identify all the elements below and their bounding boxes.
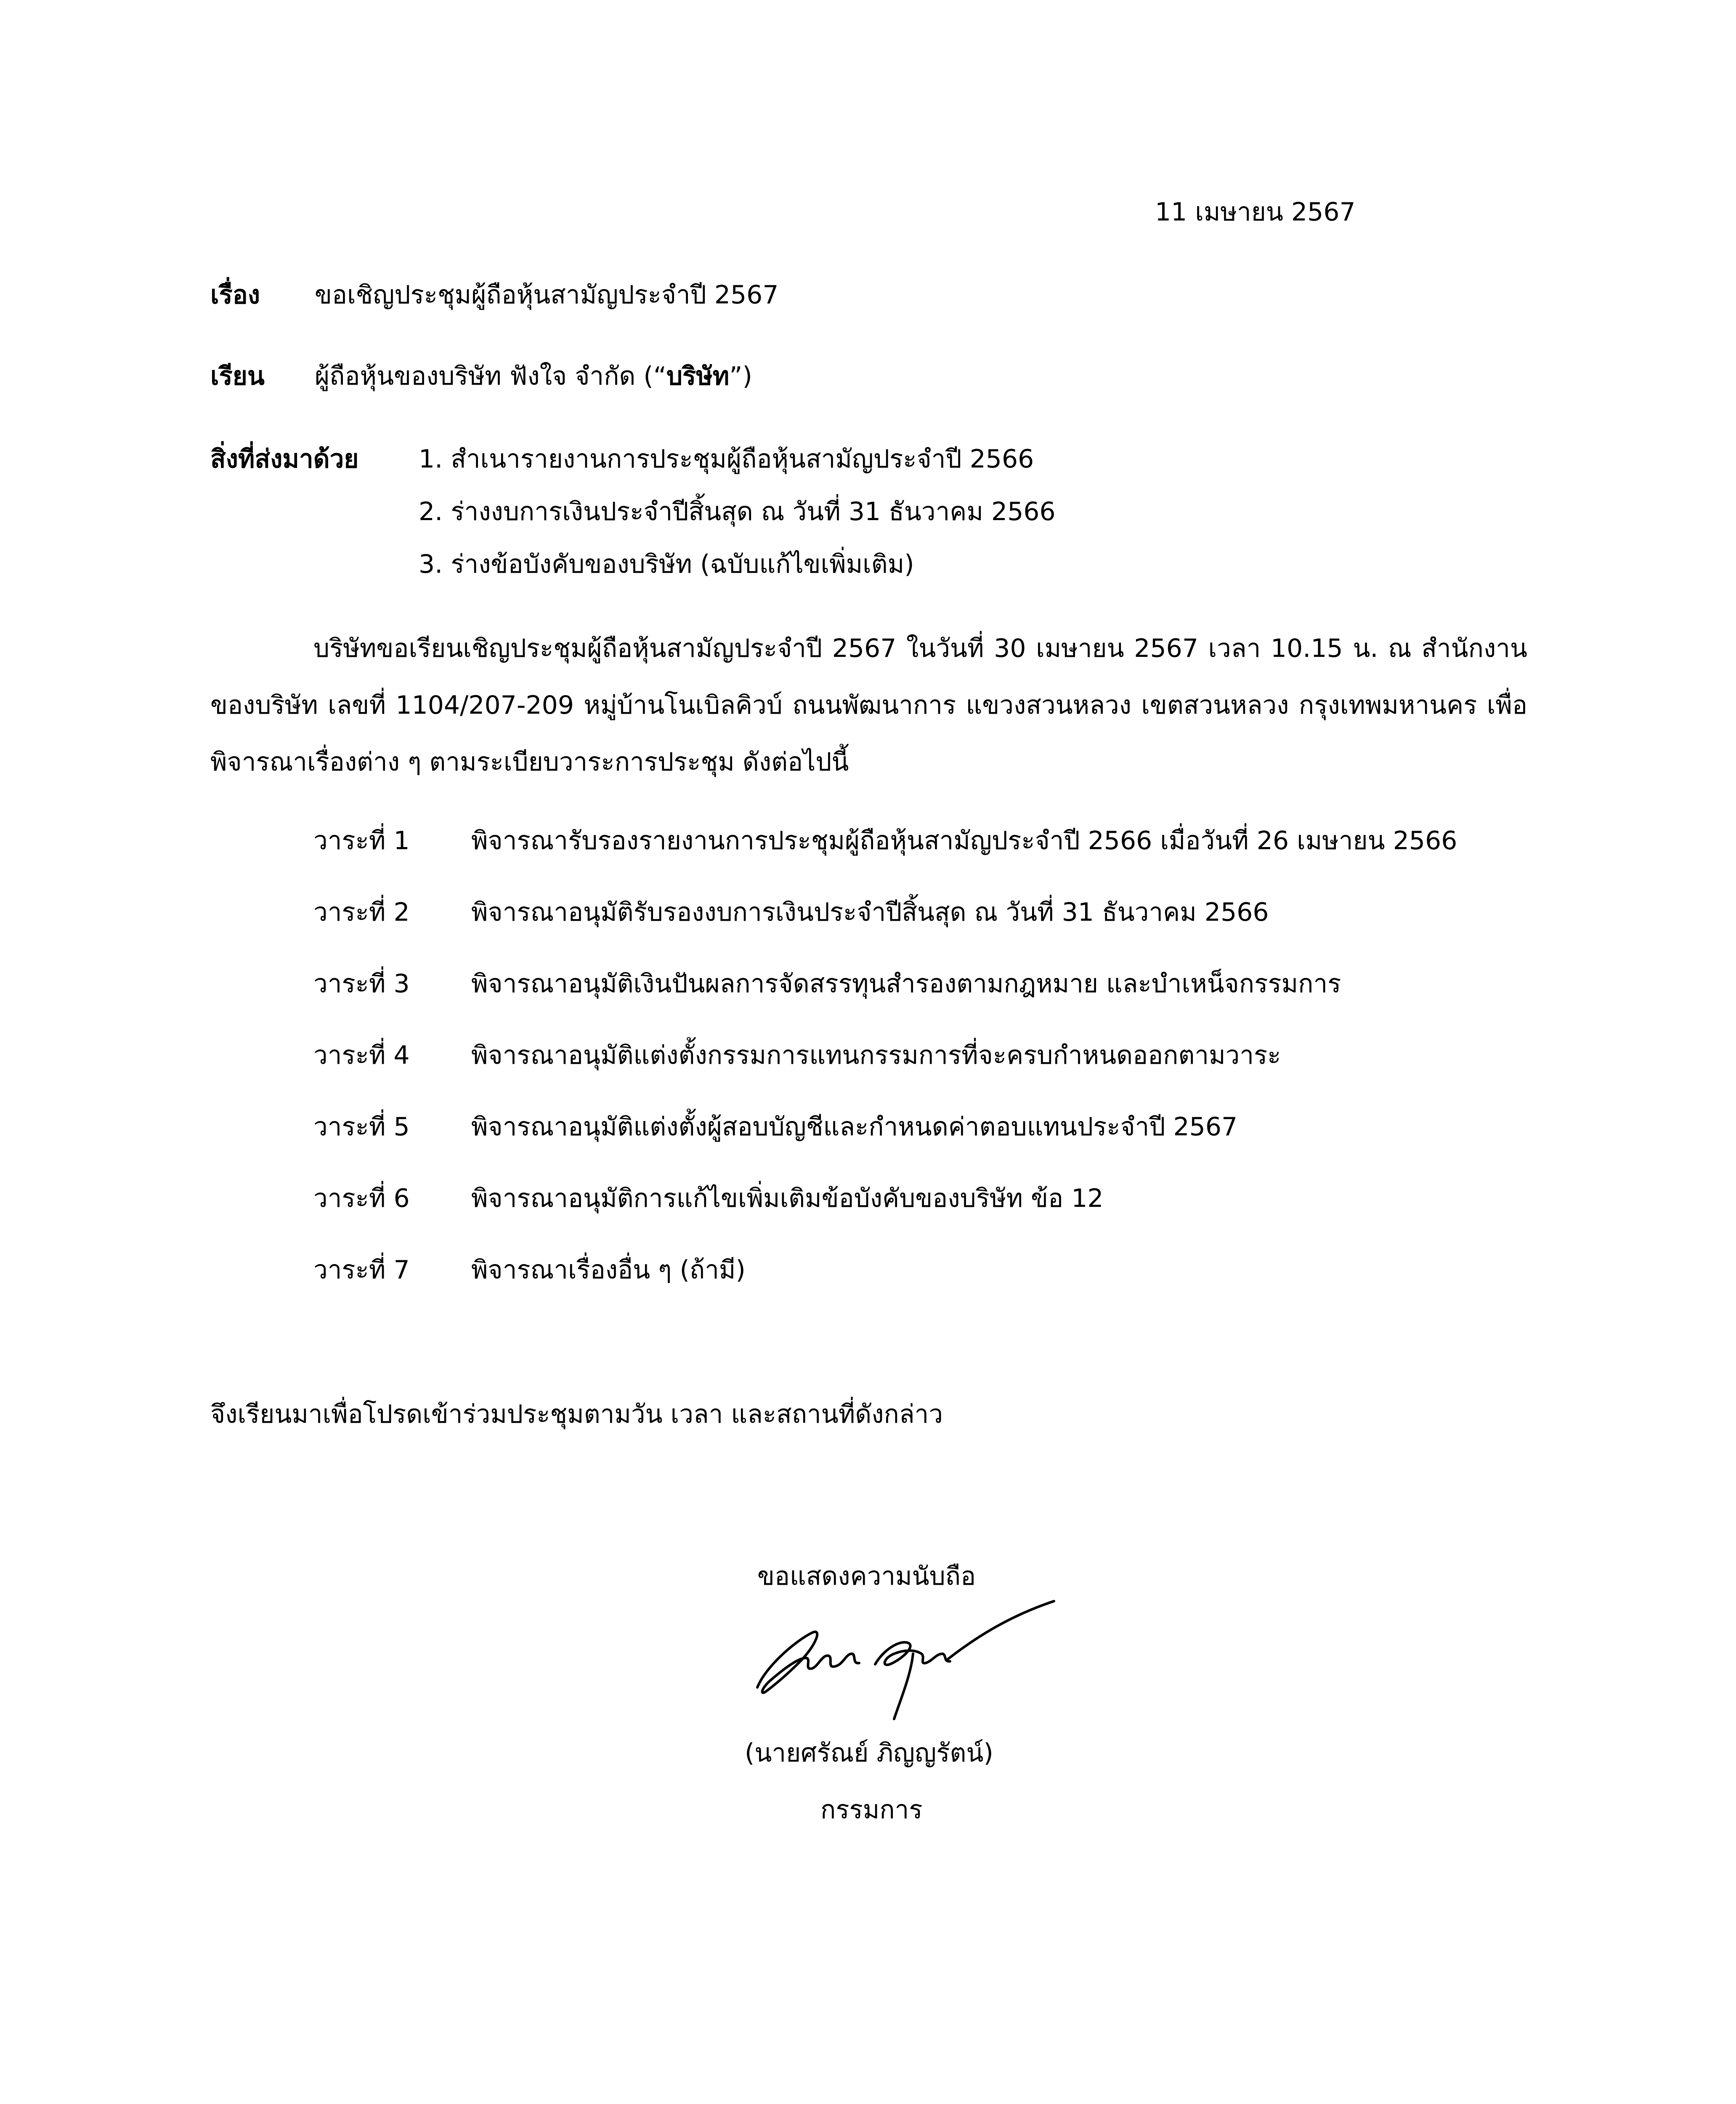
addressee-text-before: ผู้ถือหุ้นของบริษัท ฟังใจ จำกัด (“: [315, 361, 666, 391]
body-paragraph-line: พิจารณาเรื่องต่าง ๆ ตามระเบียบวาระการประชุม ดังต่อไปนี้: [210, 747, 849, 777]
agenda-number: วาระที่ 4: [313, 1041, 410, 1070]
enclosure-item: 3. ร่างข้อบังคับของบริษัท (ฉบับแก้ไขเพิ่มเติม): [419, 550, 914, 579]
signatory-name: (นายศรัณย์ ภิญญรัตน์): [745, 1738, 993, 1768]
addressee-label: เรียน: [210, 361, 265, 391]
agenda-number: วาระที่ 6: [313, 1184, 410, 1213]
enclosure-item: 2. ร่างงบการเงินประจำปีสิ้นสุด ณ วันที่ 31 ธันวาคม 2566: [419, 497, 1056, 526]
agenda-text: พิจารณาอนุมัติรับรองงบการเงินประจำปีสิ้นสุด ณ วันที่ 31 ธันวาคม 2566: [471, 898, 1269, 927]
enclosures-label: สิ่งที่ส่งมาด้วย: [210, 444, 359, 474]
agenda-text: พิจารณาอนุมัติแต่งตั้งผู้สอบบัญชีและกำหนดค่าตอบแทนประจำปี 2567: [471, 1112, 1238, 1142]
addressee-text-after: ”): [729, 361, 752, 391]
letter-date: 11 เมษายน 2567: [1155, 197, 1356, 227]
signatory-title: กรรมการ: [820, 1795, 923, 1825]
agenda-number: วาระที่ 2: [313, 898, 410, 927]
body-paragraph-line: บริษัทขอเรียนเชิญประชุมผู้ถือหุ้นสามัญประจำปี 2567 ในวันที่ 30 เมษายน 2567 เวลา 10.15 น. ณ สำนักงาน: [313, 634, 1527, 663]
agenda-text: พิจารณาอนุมัติเงินปันผลการจัดสรรทุนสำรองตามกฎหมาย และบำเหน็จกรรมการ: [471, 969, 1341, 999]
handwritten-signature: [749, 1591, 1060, 1725]
addressee-text: [315, 361, 752, 391]
agenda-text: พิจารณาอนุมัติแต่งตั้งกรรมการแทนกรรมการที่จะครบกำหนดออกตามวาระ: [471, 1041, 1281, 1070]
addressee-company-short: บริษัท: [666, 361, 730, 391]
agenda-text: พิจารณารับรองรายงานการประชุมผู้ถือหุ้นสามัญประจำปี 2566 เมื่อวันที่ 26 เมษายน 2566: [471, 826, 1457, 855]
agenda-number: วาระที่ 3: [313, 969, 410, 999]
closing-sentence: จึงเรียนมาเพื่อโปรดเข้าร่วมประชุมตามวัน เวลา และสถานที่ดังกล่าว: [210, 1400, 943, 1429]
agenda-number: วาระที่ 5: [313, 1112, 410, 1142]
regards-text: ขอแสดงความนับถือ: [757, 1562, 976, 1591]
subject-text: ขอเชิญประชุมผู้ถือหุ้นสามัญประจำปี 2567: [315, 280, 779, 310]
agenda-text: พิจารณาเรื่องอื่น ๆ (ถ้ามี): [471, 1255, 746, 1285]
enclosure-item: 1. สำเนารายงานการประชุมผู้ถือหุ้นสามัญประจำปี 2566: [419, 444, 1034, 474]
subject-label: เรื่อง: [210, 280, 260, 310]
agenda-text: พิจารณาอนุมัติการแก้ไขเพิ่มเติมข้อบังคับของบริษัท ข้อ 12: [471, 1184, 1104, 1213]
agenda-number: วาระที่ 7: [313, 1255, 410, 1285]
body-paragraph-line: ของบริษัท เลขที่ 1104/207-209 หมู่บ้านโนเบิลคิวบ์ ถนนพัฒนาการ แขวงสวนหลวง เขตสวนหลวง กรุงเทพมหานคร เพื่อ: [210, 691, 1527, 720]
agenda-number: วาระที่ 1: [313, 826, 410, 855]
